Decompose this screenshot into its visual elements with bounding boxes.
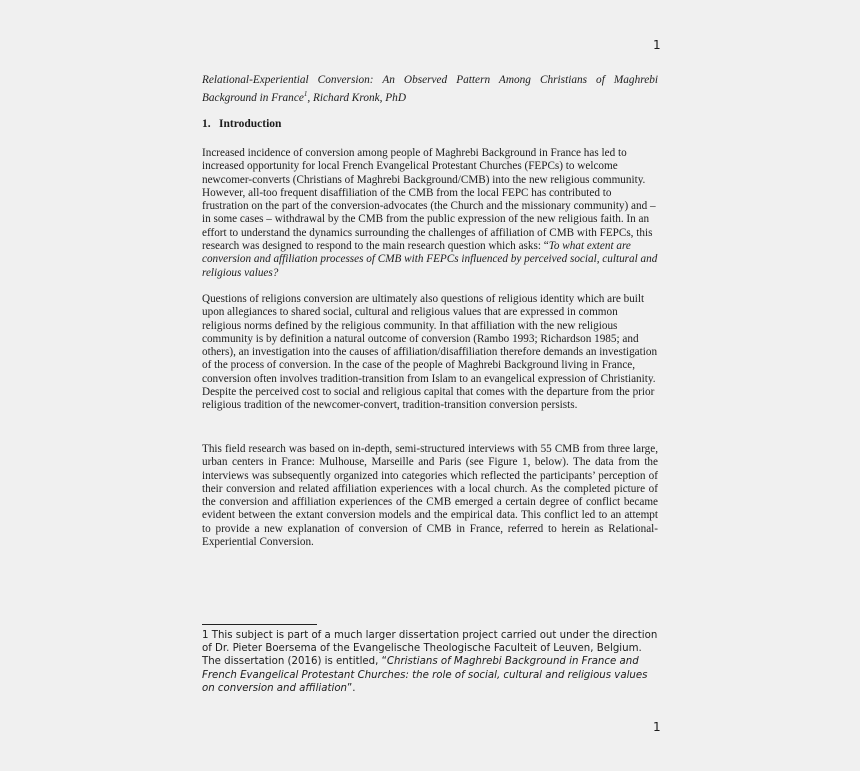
title-footnote-mark[interactable]: 1: [303, 90, 308, 98]
paragraph-3-text: This field research was based on in-depth, semi-structured interviews with 55 CMB from three large, urban centers in France: Mulhouse, Marseille and Paris (see Figure 1, below). The data from the interviews was subsequently organized into categories which reflected the participants’ perception of their conversion and related affiliation experiences with a local church. As the completed picture of the conversion and affiliation experiences of the CMB emerged a certain degree of conflict became evident between the extant conversion models and the empirical data. This conflict led to an attempt to provide a new explanation of conversion of CMB in France, referred to herein as Relational-Experiential Conversion.: [202, 443, 658, 549]
page-number-top: 1: [653, 38, 661, 52]
footnote-dissertation-title: Christians of Maghrebi Background in France and French Evangelical Protestant Churches: the role of social, cultural and religious values on conversion and affiliation: [202, 656, 648, 694]
footnote-end: ”.: [347, 682, 356, 694]
footnote-separator: [202, 624, 317, 625]
section-heading: [202, 118, 281, 130]
footnote-text: 1 This subject is part of a much larger dissertation project carried out under the direction of Dr. Pieter Boersema of the Evangelische Theologische Faculteit of Leuven, Belgium. The dissertation (2016) is entitled, “: [202, 630, 658, 668]
section-title: Introduction: [219, 118, 282, 130]
document-title: [202, 73, 658, 105]
paragraph-1-text: Increased incidence of conversion among people of Maghrebi Background in France has led to increased opportunity for local French Evangelical Protestant Churches (FEPCs) to welcome newcomer-converts (Christians of Maghrebi Background/CMB) into the new religious community. However, all-too frequent disaffiliation of the CMB from the local FEPC has contributed to frustration on the part of the conversion-advocates (the Church and the missionary community) and – in some cases – withdrawal by the CMB from the public expression of the new religious faith. In an effort to understand the dynamics surrounding the challenges of affiliation of CMB with FEPCs, this research was designed to respond to the main research question which asks: “: [202, 147, 656, 253]
paragraph-3: [202, 443, 658, 549]
section-number: 1.: [202, 118, 211, 130]
page-number-bottom: 1: [653, 720, 661, 734]
title-author: , Richard Kronk, PhD: [307, 91, 406, 104]
paragraph-2-text: Questions of religions conversion are ultimately also questions of religious identity which are built upon allegiances to shared social, cultural and religious values that are expressed in common religious norms defined by the religious community. In that affiliation with the new religious community is by definition a natural outcome of conversion (Rambo 1993; Richardson 1985; and others), an investigation into the causes of affiliation/disaffiliation therefore demands an investigation of the process of conversion. In the case of the people of Maghrebi Background living in France, conversion often involves tradition-transition from Islam to an evangelical expression of Christianity. Despite the perceived cost to social and religious capital that comes with the departure from the prior religious tradition of the newcomer-convert, tradition-transition conversion persists.: [202, 293, 658, 412]
research-question: To what extent are conversion and affiliation processes of CMB with FEPCs influenced by perceived social, cultural and religious values?: [202, 240, 658, 279]
title-main: Relational-Experiential Conversion: An Observed Pattern Among Christians of Maghrebi Background in France: [202, 74, 658, 104]
paragraph-1: [202, 147, 658, 280]
paragraph-2: [202, 293, 658, 413]
footnote: [202, 629, 658, 695]
